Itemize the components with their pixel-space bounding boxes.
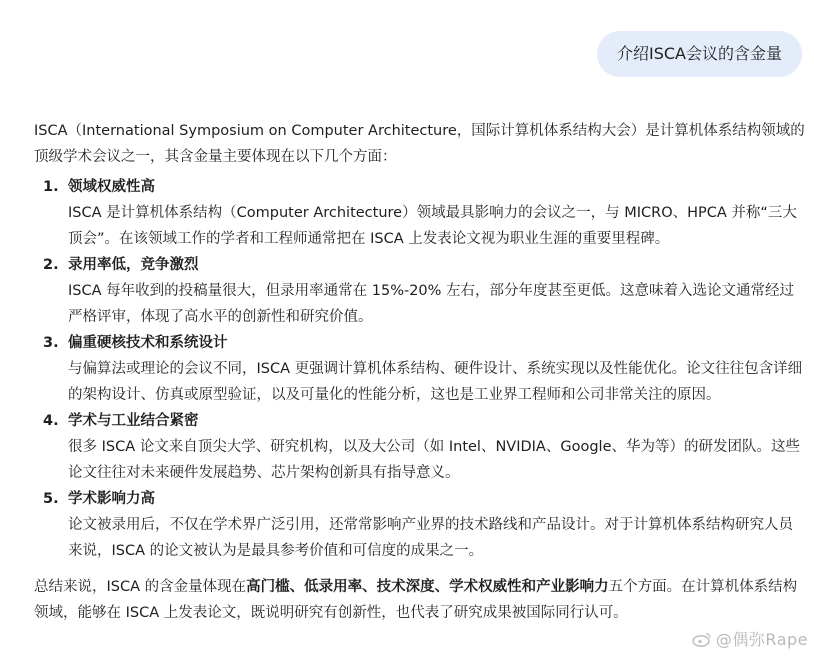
list-item-number: 3. bbox=[43, 335, 59, 351]
watermark bbox=[692, 627, 808, 650]
list-item-description: ISCA 是计算机体系结构（Computer Architecture）领域最具影响力的会议之一，与 MICRO、HPCA 并称“三大顶会”。在该领域工作的学者和工程师通常把在 ISCA 上发表论文视为职业生涯的重要里程碑。 bbox=[68, 205, 797, 247]
aspect-list bbox=[34, 174, 806, 564]
list-item bbox=[34, 486, 806, 564]
watermark-text: @偶弥Rape bbox=[715, 630, 808, 649]
assistant-response bbox=[34, 118, 806, 626]
list-item-title: 录用率低，竞争激烈 bbox=[68, 257, 199, 273]
list-item-description: 论文被录用后，不仅在学术界广泛引用，还常常影响产业界的技术路线和产品设计。对于计算机体系结构研究人员来说，ISCA 的论文被认为是最具参考价值和可信度的成果之一。 bbox=[68, 517, 793, 559]
summary-lead: 总结来说，ISCA 的含金量体现在 bbox=[34, 579, 247, 595]
response-intro: ISCA（International Symposium on Computer Architecture，国际计算机体系结构大会）是计算机体系结构领域的顶级学术会议之一，其含金量主要体现在以下几个方面： bbox=[34, 123, 805, 165]
list-item-description: 很多 ISCA 论文来自顶尖大学、研究机构，以及大公司（如 Intel、NVIDIA、Google、华为等）的研发团队。这些论文往往对未来硬件发展趋势、芯片架构创新具有指导意义。 bbox=[68, 439, 800, 481]
list-item-number: 5. bbox=[43, 491, 59, 507]
list-item-number: 1. bbox=[43, 179, 59, 195]
list-item-number: 2. bbox=[43, 257, 59, 273]
list-item-title: 领域权威性高 bbox=[68, 179, 155, 195]
list-item-number: 4. bbox=[43, 413, 59, 429]
user-message-bubble bbox=[597, 31, 802, 77]
response-summary bbox=[34, 574, 806, 626]
list-item-title: 学术影响力高 bbox=[68, 491, 155, 507]
list-item bbox=[34, 174, 806, 252]
list-item-title: 学术与工业结合紧密 bbox=[68, 413, 199, 429]
list-item bbox=[34, 408, 806, 486]
list-item-description: 与偏算法或理论的会议不同，ISCA 更强调计算机体系结构、硬件设计、系统实现以及性能优化。论文往往包含详细的架构设计、仿真或原型验证，以及可量化的性能分析，这也是工业界工程师和公司非常关注的原因。 bbox=[68, 361, 803, 403]
list-item-description: ISCA 每年收到的投稿量很大，但录用率通常在 15%-20% 左右，部分年度甚至更低。这意味着入选论文通常经过严格评审，体现了高水平的创新性和研究价值。 bbox=[68, 283, 795, 325]
summary-highlight: 高门槛、低录用率、技术深度、学术权威性和产业影响力 bbox=[246, 579, 609, 595]
summary-tail: 五个方面。在计算机体系结构领域，能够在 ISCA 上发表论文，既说明研究有创新性，也代表了研究成果被国际同行认可。 bbox=[34, 579, 798, 621]
weibo-logo-icon bbox=[692, 631, 712, 647]
list-item bbox=[34, 252, 806, 330]
list-item bbox=[34, 330, 806, 408]
user-message-text: 介绍ISCA会议的含金量 bbox=[617, 44, 782, 63]
list-item-title: 偏重硬核技术和系统设计 bbox=[68, 335, 228, 351]
